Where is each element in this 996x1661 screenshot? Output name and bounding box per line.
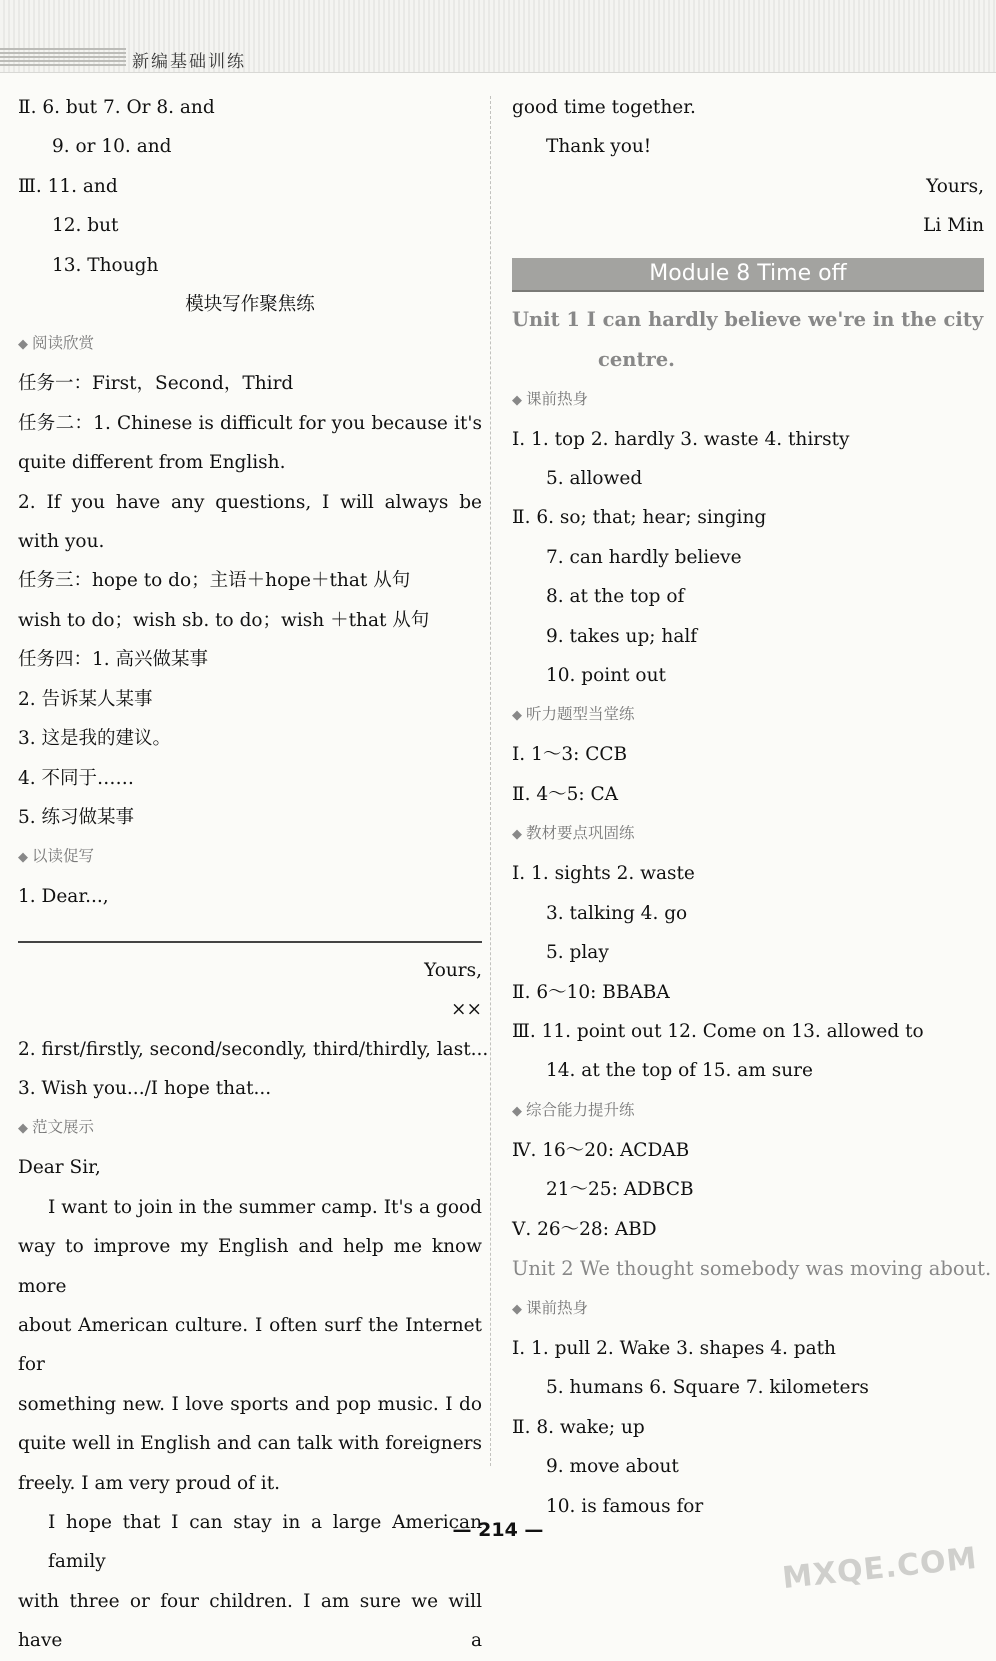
diamond-icon: ◆ <box>18 1121 28 1137</box>
diamond-icon: ◆ <box>512 1103 522 1119</box>
answer-line: 5. play <box>546 942 609 964</box>
answer-line: 8. at the top of <box>546 586 685 608</box>
unit-title: Unit 2 We thought somebody was moving about. <box>512 1256 992 1280</box>
answer-line: with three or four children. I am sure we will have a <box>18 1590 482 1652</box>
section-heading <box>512 1091 984 1131</box>
answer-line: 10. is famous for <box>546 1495 704 1517</box>
answer-line: 2. If you have any questions, I will always be <box>18 491 482 513</box>
section-heading <box>18 1108 482 1148</box>
answer-line: 3. 这是我的建议。 <box>18 728 172 750</box>
answer-line: 5. allowed <box>546 468 643 490</box>
section-heading-label: 课前热身 <box>526 1298 589 1317</box>
answer-line: with you. <box>18 531 105 553</box>
answer-line: 9. or 10. and <box>52 136 172 158</box>
answer-line: 14. at the top of 15. am sure <box>546 1060 813 1082</box>
answer-line: 13. Though <box>52 254 159 276</box>
section-heading-label: 听力题型当堂练 <box>526 705 635 724</box>
answer-line: Ⅱ. 6～10: BBABA <box>512 981 670 1003</box>
section-heading <box>512 380 984 420</box>
module-title-bar: Module 8 Time off <box>512 258 984 292</box>
answer-line: Thank you! <box>546 136 652 158</box>
answer-line: 9. takes up; half <box>546 625 698 647</box>
answer-line: quite well in English and can talk with foreigners <box>18 1433 482 1455</box>
answer-line: Ⅱ. 6. but 7. Or 8. and <box>18 97 215 118</box>
answer-line: wish to do；wish sb. to do；wish ＋that 从句 <box>18 609 430 631</box>
answer-line: Ⅱ. 8. wake; up <box>512 1416 645 1438</box>
answer-line: ×× <box>450 999 482 1021</box>
answer-line: 3. Wish you.../I hope that... <box>18 1077 272 1099</box>
answer-line: 1. Dear..., <box>18 886 109 908</box>
answer-line: 7. can hardly believe <box>546 546 742 568</box>
answer-line: I want to join in the summer camp. It's a good <box>48 1196 482 1218</box>
left-column <box>18 88 489 1661</box>
page-number: — 214 — <box>452 1519 544 1541</box>
answer-line: Dear Sir, <box>18 1157 101 1179</box>
diamond-icon: ◆ <box>18 337 28 353</box>
answer-line: Ⅲ. 11. point out 12. Come on 13. allowed to <box>512 1020 924 1042</box>
answer-line: 5. 练习做某事 <box>18 806 135 828</box>
section-heading <box>18 324 482 364</box>
answer-line: 任务一：First，Second，Third <box>18 373 294 395</box>
section-heading-label: 教材要点巩固练 <box>526 824 635 843</box>
answer-line: Ⅳ. 16～20: ACDAB <box>512 1139 690 1161</box>
answer-line: I hope that I can stay in a large American family <box>48 1512 482 1573</box>
answer-line: something new. I love sports and pop music. I do <box>18 1393 482 1415</box>
answer-line: Li Min <box>923 215 984 237</box>
header-title: 新编基础训练 <box>132 52 246 72</box>
answer-line: Ⅱ. 4～5: CA <box>512 783 619 805</box>
section-heading-label: 以读促写 <box>32 847 95 866</box>
section-heading <box>18 837 482 877</box>
section-heading-label: 综合能力提升练 <box>526 1100 635 1119</box>
answer-line: Ⅲ. 11. and <box>18 175 118 197</box>
answer-line: about American culture. I often surf the Internet for <box>18 1314 482 1376</box>
answer-line: 9. move about <box>546 1456 679 1478</box>
section-heading-label: 阅读欣赏 <box>32 334 95 353</box>
section-heading-label: 课前热身 <box>526 389 589 408</box>
section-heading <box>512 814 984 854</box>
unit-title: Unit 1 I can hardly believe we're in the city <box>512 307 984 331</box>
answer-line: 2. 告诉某人某事 <box>18 688 153 710</box>
answer-line: Ⅰ. 1. top 2. hardly 3. waste 4. thirsty <box>512 428 850 450</box>
answer-line: Ⅴ. 26～28: ABD <box>512 1218 657 1240</box>
answer-line: 任务四：1. 高兴做某事 <box>18 649 209 671</box>
answer-line: Ⅰ. 1～3: CCB <box>512 744 628 766</box>
answer-line: 任务二：1. Chinese is difficult for you because it's <box>18 412 482 434</box>
writing-rule-line <box>18 941 482 943</box>
answer-line: Yours, <box>926 175 984 197</box>
answer-line: 5. humans 6. Square 7. kilometers <box>546 1377 869 1399</box>
answer-line: 模块写作聚焦练 <box>185 294 315 316</box>
diamond-icon: ◆ <box>512 827 522 843</box>
answer-line: quite different from English. <box>18 452 286 474</box>
answer-line: Yours, <box>424 959 482 981</box>
page-header <box>0 0 996 73</box>
answer-line: 3. talking 4. go <box>546 902 688 924</box>
watermark-logo: MXQE.COM <box>780 1540 980 1597</box>
diamond-icon: ◆ <box>512 392 522 408</box>
section-heading <box>512 695 984 735</box>
answer-line: 2. first/firstly, second/secondly, third/thirdly, last... <box>18 1038 489 1060</box>
diamond-icon: ◆ <box>512 1301 522 1317</box>
diamond-icon: ◆ <box>18 850 28 866</box>
answer-line: good time together. <box>512 97 696 118</box>
answer-line: 任务三：hope to do；主语＋hope＋that 从句 <box>18 570 411 592</box>
unit-title: centre. <box>598 347 675 371</box>
section-heading-label: 范文展示 <box>32 1118 95 1137</box>
answer-line: Ⅰ. 1. pull 2. Wake 3. shapes 4. path <box>512 1337 836 1359</box>
column-divider <box>490 96 491 1466</box>
diamond-icon: ◆ <box>512 708 522 724</box>
right-column <box>512 88 992 1526</box>
answer-line: freely. I am very proud of it. <box>18 1472 281 1494</box>
answer-line: way to improve my English and help me know more <box>18 1236 482 1297</box>
section-heading <box>512 1289 984 1329</box>
answer-line: Ⅰ. 1. sights 2. waste <box>512 863 695 885</box>
answer-line: 10. point out <box>546 665 666 687</box>
header-decoration <box>0 46 126 66</box>
answer-line: 21～25: ADBCB <box>546 1179 694 1201</box>
answer-line: Ⅱ. 6. so; that; hear; singing <box>512 507 767 529</box>
answer-line: 4. 不同于…… <box>18 767 135 789</box>
answer-line: 12. but <box>52 215 119 237</box>
